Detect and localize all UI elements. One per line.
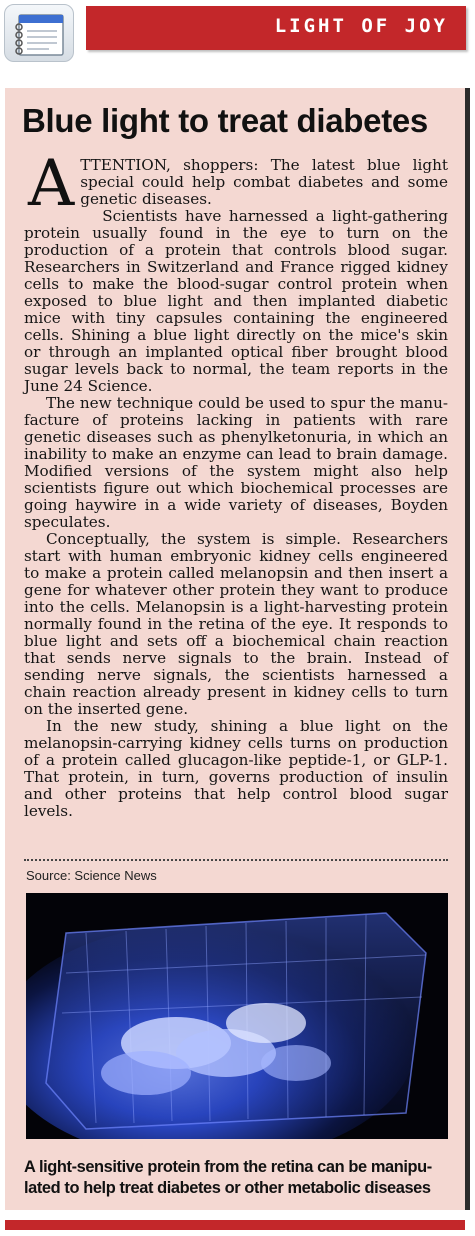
page-header bbox=[0, 0, 475, 66]
article-paragraph: The new technique could be used to spur the manu-facture of proteins lacking in patients with rare genetic diseases such as phenylketonuria, in which an inability to make an enzyme can lead to brain damage. Modified versions of the system might also help scientists figure out which biochemical processes are going haywire in a wide variety of diseases, Boyden speculates. bbox=[24, 394, 448, 531]
drop-cap: A bbox=[28, 147, 75, 221]
footer-bar bbox=[5, 1220, 465, 1230]
notebook-icon bbox=[4, 4, 74, 62]
article-paragraph: ATTENTION, shoppers: The latest blue light special could help combat diabetes and some genetic diseases. bbox=[28, 147, 448, 221]
article-body bbox=[24, 147, 448, 820]
section-banner bbox=[86, 6, 466, 50]
article-photo bbox=[26, 893, 448, 1139]
article-paragraph: Conceptually, the system is simple. Researchers start with human embryonic kidney cells engineered to make a protein called melanopsin and then insert a gene for whatever other protein they want to produce into the cells. Melanopsin is a light-harvesting protein normally found in the retina of the eye. It responds to blue light and sets off a biochemical chain reaction that sends nerve signals to the brain. Instead of sending nerve signals, the scientists harnessed a chain reaction already present in kidney cells to turn on the inserted gene. bbox=[24, 530, 448, 718]
dotted-divider bbox=[24, 859, 448, 861]
photo-caption: A light-sensitive protein from the retina can be manipu-lated to help treat diabetes or other metabolic diseases bbox=[24, 1158, 432, 1197]
article-paragraph: In the new study, shining a blue light on the melanopsin-carrying kidney cells turns on production of a protein called glucagon-like peptide-1, or GLP-1. That protein, in turn, governs production of insulin and other proteins that help control blood sugar levels. bbox=[24, 717, 448, 820]
source-credit: Source: Science News bbox=[26, 868, 157, 883]
section-label: LIGHT OF JOY bbox=[274, 15, 448, 37]
article-paragraph: Scientists have harnessed a light-gathering protein usually found in the eye to turn on the production of a protein that controls blood sugar. Researchers in Switzerland and France rigged kidney cells to make the blood-sugar control protein when exposed to blue light and then implanted diabetic mice with tiny capsules containing the engineered cells. Shining a blue light directly on the mice's skin or through an implanted optical fiber brought blood sugar levels back to normal, the team reports in the June 24 Science. bbox=[24, 207, 448, 395]
article-title: Blue light to treat diabetes bbox=[22, 102, 428, 139]
